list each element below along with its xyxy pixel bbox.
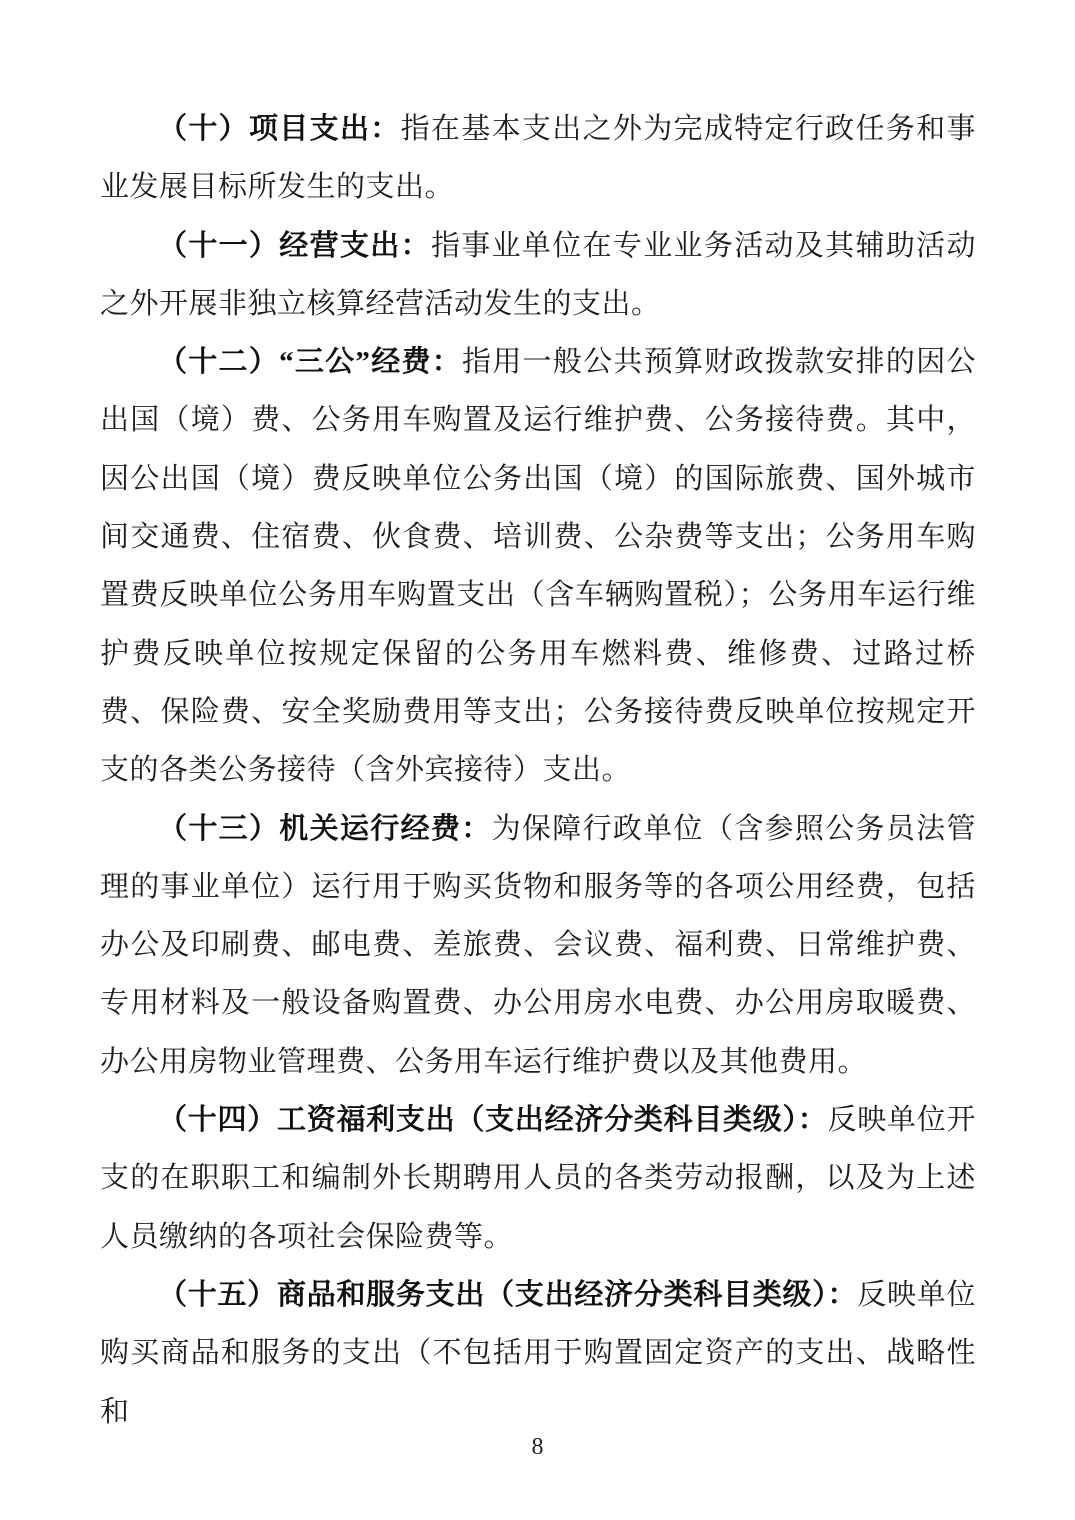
paragraph-heading: （十三）机关运行经费：	[158, 812, 492, 845]
paragraph-body: 指事业单位在专业业务活动及其辅助活动之外开展非独立核算经营活动发生的支出。	[100, 229, 976, 320]
paragraph-heading: （十五）商品和服务支出（支出经济分类科目类级）：	[158, 1278, 858, 1311]
paragraph-body: 反映单位购买商品和服务的支出（不包括用于购置固定资产的支出、战略性和	[100, 1278, 976, 1428]
paragraph-1	[100, 100, 976, 217]
paragraph-3	[100, 333, 976, 799]
page-number: 8	[531, 1434, 544, 1460]
paragraph-body: 反映单位开支的在职职工和编制外长期聘用人员的各类劳动报酬，以及为上述人员缴纳的各项社会保险费等。	[100, 1104, 976, 1253]
paragraph-heading: （十一）经营支出：	[158, 229, 431, 262]
paragraph-body: 为保障行政单位（含参照公务员法管理的事业单位）运行用于购买货物和服务等的各项公用经费，包括办公及印刷费、邮电费、差旅费、会议费、福利费、日常维护费、专用材料及一般设备购置费、办公用房水电费、办公用房取暖费、办公用房物业管理费、公务用车运行维护费以及其他费用。	[100, 812, 976, 1078]
paragraph-heading: （十二）“三公”经费：	[158, 346, 463, 379]
paragraph-body: 指用一般公共预算财政拨款安排的因公出国（境）费、公务用车购置及运行维护费、公务接待费。其中，因公出国（境）费反映单位公务出国（境）的国际旅费、国外城市间交通费、住宿费、伙食费、培训费、公杂费等支出；公务用车购置费反映单位公务用车购置支出（含车辆购置税）；公务用车运行维护费反映单位按规定保留的公务用车燃料费、维修费、过路过桥费、保险费、安全奖励费用等支出；公务接待费反映单位按规定开支的各类公务接待（含外宾接待）支出。	[100, 346, 976, 787]
document-body	[100, 100, 976, 1441]
paragraph-6	[100, 1266, 976, 1441]
paragraph-2	[100, 217, 976, 334]
paragraph-4	[100, 800, 976, 1091]
paragraph-heading: （十）项目支出：	[158, 113, 401, 145]
paragraph-heading: （十四）工资福利支出（支出经济分类科目类级）：	[158, 1104, 828, 1137]
paragraph-body: 指在基本支出之外为完成特定行政任务和事业发展目标所发生的支出。	[100, 113, 976, 204]
paragraph-5	[100, 1091, 976, 1266]
